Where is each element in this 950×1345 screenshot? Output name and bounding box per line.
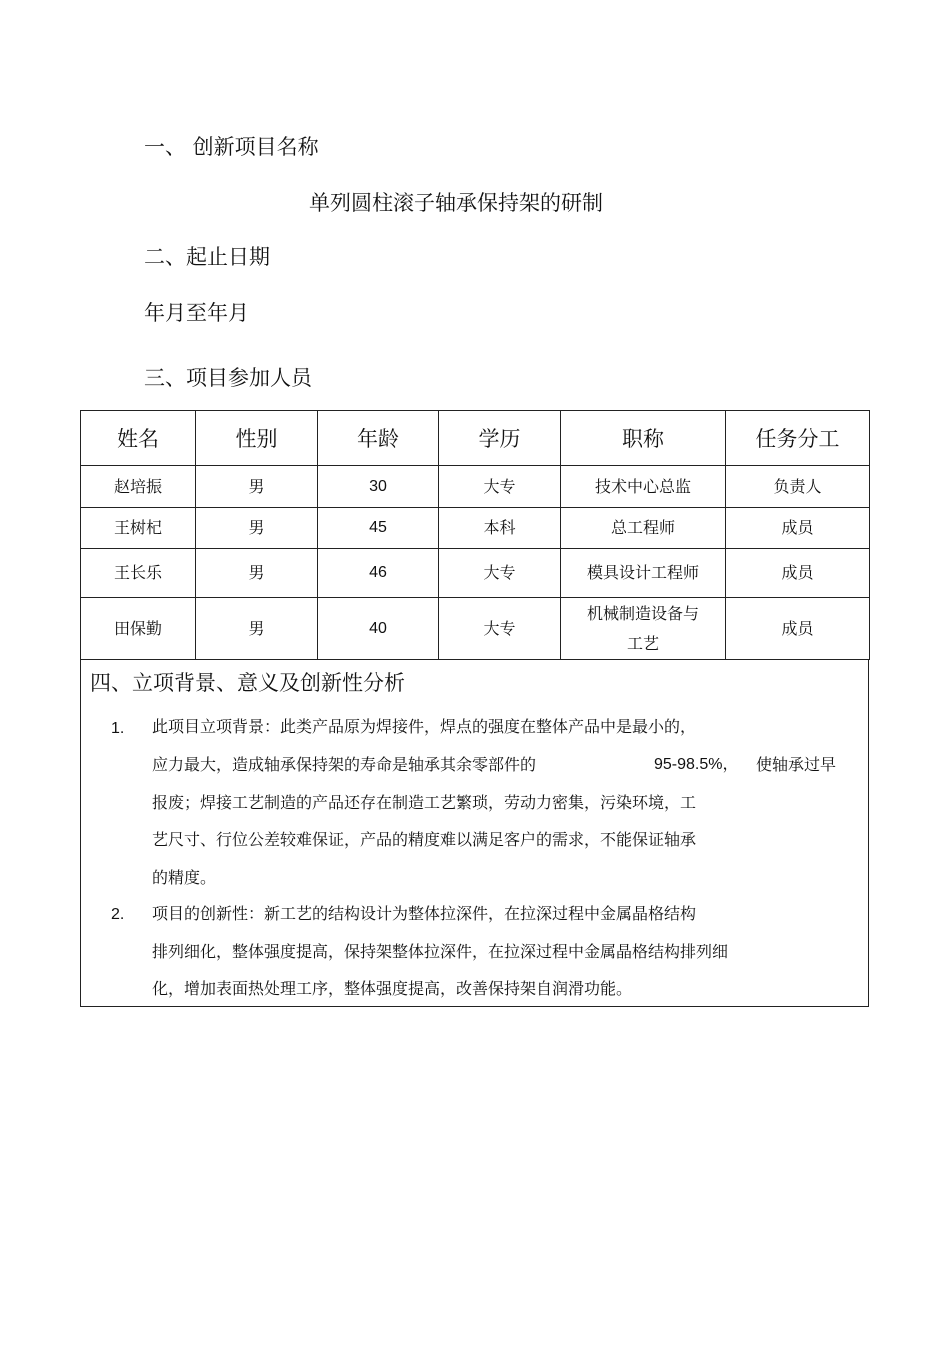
header-education: 学历 [439,411,561,466]
cell-name: 王长乐 [81,549,196,598]
table-row [81,549,870,598]
cell-education: 本科 [439,508,561,549]
item-1-line-2b: 95-98.5%， [654,756,739,773]
header-title: 职称 [561,411,726,466]
header-age: 年龄 [318,411,439,466]
cell-title: 总工程师 [561,508,726,549]
cell-title-line1: 机械制造设备与 [586,603,699,623]
cell-education: 大专 [439,466,561,508]
header-role: 任务分工 [726,411,870,466]
section-heading-1: 一、 创新项目名称 [144,135,319,159]
cell-gender: 男 [196,466,318,508]
cell-title [561,598,726,660]
section-heading-3: 三、项目参加人员 [144,366,312,390]
cell-education: 大专 [439,598,561,660]
cell-age: 46 [318,549,439,598]
cell-role: 成员 [726,598,870,660]
item-1-marker: 1. [111,720,125,737]
item-2-line-1: 项目的创新性：新工艺的结构设计为整体拉深件，在拉深过程中金属晶格结构 [152,904,697,923]
header-gender: 性别 [196,411,318,466]
cell-role: 负责人 [726,466,870,508]
cell-name: 田保勤 [81,598,196,660]
cell-role: 成员 [726,508,870,549]
cell-age: 30 [318,466,439,508]
item-2-line-2: 排列细化，整体强度提高，保持架整体拉深件，在拉深过程中金属晶格结构排列细 [152,942,729,961]
item-1-line-2a: 应力最大，造成轴承保持架的寿命是轴承其余零部件的 [152,755,537,774]
cell-title: 模具设计工程师 [561,549,726,598]
cell-age: 45 [318,508,439,549]
cell-name: 赵培振 [81,466,196,508]
cell-education: 大专 [439,549,561,598]
members-table [80,410,870,660]
project-title: 单列圆柱滚子轴承保持架的研制 [309,191,603,215]
cell-gender: 男 [196,549,318,598]
cell-name: 王树杞 [81,508,196,549]
item-1-line-4: 艺尺寸、行位公差较难保证，产品的精度难以满足客户的需求，不能保证轴承 [152,830,697,849]
item-1-line-1: 此项目立项背景：此类产品原为焊接件，焊点的强度在整体产品中是最小的， [152,717,697,736]
item-1-line-2c: 使轴承过早 [756,755,837,774]
table-row [81,598,870,660]
section-heading-2: 二、起止日期 [144,245,270,269]
cell-gender: 男 [196,598,318,660]
item-2-marker: 2. [111,906,125,923]
cell-age: 40 [318,598,439,660]
project-dates: 年月至年月 [144,301,249,325]
section-heading-4: 四、立项背景、意义及创新性分析 [90,671,405,695]
cell-role: 成员 [726,549,870,598]
header-name: 姓名 [81,411,196,466]
cell-title: 技术中心总监 [561,466,726,508]
item-1-line-5: 的精度。 [152,868,217,887]
table-header-row [81,411,870,466]
cell-title-line2: 工艺 [626,633,659,653]
table-row [81,466,870,508]
item-1-line-3: 报废；焊接工艺制造的产品还存在制造工艺繁琐，劳动力密集，污染环境，工 [152,793,697,812]
item-2-line-3: 化，增加表面热处理工序，整体强度提高，改善保持架自润滑功能。 [152,979,633,998]
cell-gender: 男 [196,508,318,549]
analysis-section [80,659,869,1007]
table-row [81,508,870,549]
